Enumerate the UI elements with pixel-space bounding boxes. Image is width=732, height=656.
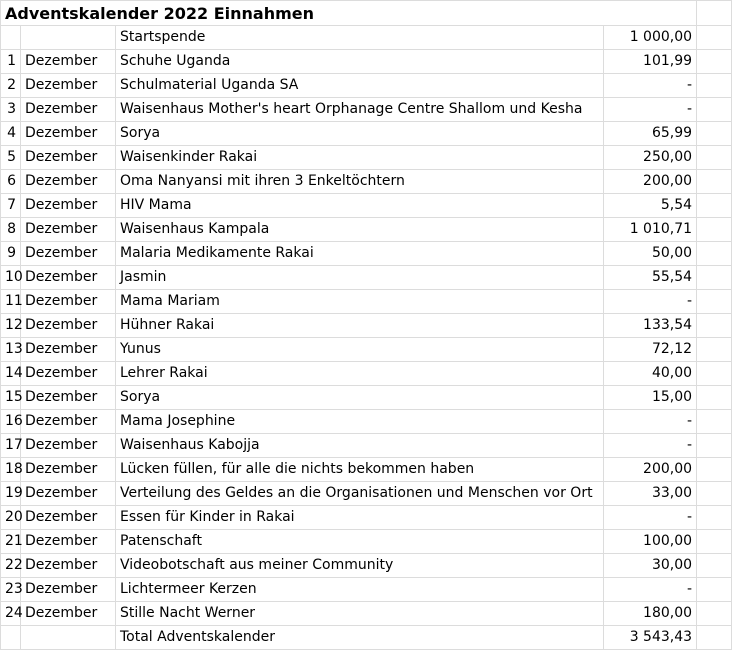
month-cell[interactable]: Dezember bbox=[21, 554, 116, 578]
cell[interactable] bbox=[697, 290, 732, 314]
month-cell[interactable]: Dezember bbox=[21, 218, 116, 242]
description-cell[interactable]: Lichtermeer Kerzen bbox=[116, 578, 604, 602]
table-row bbox=[1, 50, 732, 74]
amount-cell[interactable]: - bbox=[604, 578, 697, 602]
amount-cell[interactable]: - bbox=[604, 506, 697, 530]
cell[interactable] bbox=[697, 122, 732, 146]
description-cell[interactable]: Schuhe Uganda bbox=[116, 50, 604, 74]
month-cell[interactable]: Dezember bbox=[21, 602, 116, 626]
cell[interactable] bbox=[697, 314, 732, 338]
amount-cell[interactable]: 1 010,71 bbox=[604, 218, 697, 242]
amount-cell[interactable]: 180,00 bbox=[604, 602, 697, 626]
table-row bbox=[1, 314, 732, 338]
description-cell[interactable]: Jasmin bbox=[116, 266, 604, 290]
month-cell[interactable]: Dezember bbox=[21, 266, 116, 290]
amount-cell[interactable]: 30,00 bbox=[604, 554, 697, 578]
description-cell[interactable]: Stille Nacht Werner bbox=[116, 602, 604, 626]
start-label[interactable]: Startspende bbox=[116, 26, 604, 50]
amount-cell[interactable]: 100,00 bbox=[604, 530, 697, 554]
month-cell[interactable]: Dezember bbox=[21, 170, 116, 194]
day-cell[interactable]: 8 bbox=[1, 218, 21, 242]
day-cell[interactable]: 11 bbox=[1, 290, 21, 314]
table-row bbox=[1, 242, 732, 266]
cell[interactable] bbox=[697, 578, 732, 602]
cell[interactable] bbox=[697, 458, 732, 482]
start-amount[interactable]: 1 000,00 bbox=[604, 26, 697, 50]
description-cell[interactable]: Sorya bbox=[116, 386, 604, 410]
day-cell[interactable]: 19 bbox=[1, 482, 21, 506]
description-cell[interactable]: Waisenkinder Rakai bbox=[116, 146, 604, 170]
month-cell[interactable]: Dezember bbox=[21, 530, 116, 554]
amount-cell[interactable]: - bbox=[604, 410, 697, 434]
month-cell[interactable]: Dezember bbox=[21, 482, 116, 506]
month-cell[interactable]: Dezember bbox=[21, 194, 116, 218]
day-cell[interactable]: 7 bbox=[1, 194, 21, 218]
table-row bbox=[1, 410, 732, 434]
day-cell[interactable]: 18 bbox=[1, 458, 21, 482]
table-row bbox=[1, 482, 732, 506]
amount-cell[interactable]: 40,00 bbox=[604, 362, 697, 386]
day-cell[interactable]: 3 bbox=[1, 98, 21, 122]
cell[interactable] bbox=[1, 626, 21, 650]
amount-cell[interactable]: - bbox=[604, 434, 697, 458]
month-cell[interactable]: Dezember bbox=[21, 242, 116, 266]
cell[interactable] bbox=[697, 170, 732, 194]
cell[interactable] bbox=[697, 50, 732, 74]
amount-cell[interactable]: - bbox=[604, 74, 697, 98]
table-row bbox=[1, 602, 732, 626]
day-cell[interactable]: 12 bbox=[1, 314, 21, 338]
day-cell[interactable]: 10 bbox=[1, 266, 21, 290]
description-cell[interactable]: Sorya bbox=[116, 122, 604, 146]
day-cell[interactable]: 20 bbox=[1, 506, 21, 530]
month-cell[interactable]: Dezember bbox=[21, 578, 116, 602]
day-cell[interactable]: 17 bbox=[1, 434, 21, 458]
table-row bbox=[1, 506, 732, 530]
month-cell[interactable]: Dezember bbox=[21, 458, 116, 482]
month-cell[interactable]: Dezember bbox=[21, 290, 116, 314]
month-cell[interactable]: Dezember bbox=[21, 98, 116, 122]
amount-cell[interactable]: 200,00 bbox=[604, 170, 697, 194]
description-cell[interactable]: Malaria Medikamente Rakai bbox=[116, 242, 604, 266]
amount-cell[interactable]: - bbox=[604, 290, 697, 314]
cell[interactable] bbox=[697, 554, 732, 578]
description-cell[interactable]: Verteilung des Geldes an die Organisationen und Menschen vor Ort bbox=[116, 482, 604, 506]
cell[interactable] bbox=[697, 386, 732, 410]
cell[interactable] bbox=[697, 362, 732, 386]
month-cell[interactable]: Dezember bbox=[21, 314, 116, 338]
cell[interactable] bbox=[697, 26, 732, 50]
total-row bbox=[1, 626, 732, 650]
cell[interactable] bbox=[697, 602, 732, 626]
description-cell[interactable]: Videobotschaft aus meiner Community bbox=[116, 554, 604, 578]
month-cell[interactable]: Dezember bbox=[21, 386, 116, 410]
cell[interactable] bbox=[1, 26, 21, 50]
table-row bbox=[1, 362, 732, 386]
day-cell[interactable]: 23 bbox=[1, 578, 21, 602]
description-cell[interactable]: Waisenhaus Mother's heart Orphanage Centre Shallom und Kesha bbox=[116, 98, 604, 122]
table-row bbox=[1, 554, 732, 578]
description-cell[interactable]: Mama Josephine bbox=[116, 410, 604, 434]
cell[interactable] bbox=[697, 74, 732, 98]
total-label[interactable]: Total Adventskalender bbox=[116, 626, 604, 650]
amount-cell[interactable]: 250,00 bbox=[604, 146, 697, 170]
day-cell[interactable]: 16 bbox=[1, 410, 21, 434]
description-cell[interactable]: Mama Mariam bbox=[116, 290, 604, 314]
description-cell[interactable]: Waisenhaus Kabojja bbox=[116, 434, 604, 458]
cell[interactable] bbox=[697, 194, 732, 218]
month-cell[interactable]: Dezember bbox=[21, 122, 116, 146]
month-cell[interactable]: Dezember bbox=[21, 338, 116, 362]
table-row bbox=[1, 530, 732, 554]
description-cell[interactable]: Waisenhaus Kampala bbox=[116, 218, 604, 242]
cell[interactable] bbox=[697, 1, 732, 26]
title-row bbox=[1, 1, 732, 26]
amount-cell[interactable]: 65,99 bbox=[604, 122, 697, 146]
cell[interactable] bbox=[697, 218, 732, 242]
amount-cell[interactable]: 5,54 bbox=[604, 194, 697, 218]
cell[interactable] bbox=[697, 434, 732, 458]
cell[interactable] bbox=[697, 338, 732, 362]
cell[interactable] bbox=[697, 98, 732, 122]
amount-cell[interactable]: 133,54 bbox=[604, 314, 697, 338]
table-row bbox=[1, 434, 732, 458]
table-row bbox=[1, 194, 732, 218]
day-cell[interactable]: 1 bbox=[1, 50, 21, 74]
day-cell[interactable]: 14 bbox=[1, 362, 21, 386]
day-cell[interactable]: 4 bbox=[1, 122, 21, 146]
description-cell[interactable]: Schulmaterial Uganda SA bbox=[116, 74, 604, 98]
description-cell[interactable]: Patenschaft bbox=[116, 530, 604, 554]
day-cell[interactable]: 21 bbox=[1, 530, 21, 554]
day-cell[interactable]: 9 bbox=[1, 242, 21, 266]
table-row bbox=[1, 290, 732, 314]
table-row bbox=[1, 218, 732, 242]
cell[interactable] bbox=[697, 530, 732, 554]
description-cell[interactable]: Lehrer Rakai bbox=[116, 362, 604, 386]
cell[interactable] bbox=[697, 242, 732, 266]
cell[interactable] bbox=[697, 146, 732, 170]
sheet-title[interactable]: Adventskalender 2022 Einnahmen bbox=[1, 1, 604, 26]
month-cell[interactable]: Dezember bbox=[21, 362, 116, 386]
cell[interactable] bbox=[21, 26, 116, 50]
table-row bbox=[1, 266, 732, 290]
day-cell[interactable]: 15 bbox=[1, 386, 21, 410]
description-cell[interactable]: Lücken füllen, für alle die nichts bekommen haben bbox=[116, 458, 604, 482]
amount-cell[interactable]: 15,00 bbox=[604, 386, 697, 410]
amount-cell[interactable]: 33,00 bbox=[604, 482, 697, 506]
cell[interactable] bbox=[697, 266, 732, 290]
day-cell[interactable]: 2 bbox=[1, 74, 21, 98]
amount-cell[interactable]: 50,00 bbox=[604, 242, 697, 266]
cell[interactable] bbox=[697, 482, 732, 506]
month-cell[interactable]: Dezember bbox=[21, 50, 116, 74]
month-cell[interactable]: Dezember bbox=[21, 146, 116, 170]
amount-cell[interactable]: - bbox=[604, 98, 697, 122]
cell[interactable] bbox=[697, 410, 732, 434]
cell[interactable] bbox=[21, 626, 116, 650]
month-cell[interactable]: Dezember bbox=[21, 434, 116, 458]
amount-cell[interactable]: 72,12 bbox=[604, 338, 697, 362]
table-row bbox=[1, 578, 732, 602]
total-amount[interactable]: 3 543,43 bbox=[604, 626, 697, 650]
description-cell[interactable]: Essen für Kinder in Rakai bbox=[116, 506, 604, 530]
table-row bbox=[1, 170, 732, 194]
amount-cell[interactable]: 101,99 bbox=[604, 50, 697, 74]
table-row bbox=[1, 458, 732, 482]
day-cell[interactable]: 24 bbox=[1, 602, 21, 626]
cell[interactable] bbox=[604, 1, 697, 26]
table-row bbox=[1, 74, 732, 98]
day-cell[interactable]: 5 bbox=[1, 146, 21, 170]
amount-cell[interactable]: 55,54 bbox=[604, 266, 697, 290]
day-cell[interactable]: 13 bbox=[1, 338, 21, 362]
table-row bbox=[1, 338, 732, 362]
cell[interactable] bbox=[697, 626, 732, 650]
description-cell[interactable]: HIV Mama bbox=[116, 194, 604, 218]
description-cell[interactable]: Yunus bbox=[116, 338, 604, 362]
month-cell[interactable]: Dezember bbox=[21, 410, 116, 434]
table-row bbox=[1, 386, 732, 410]
month-cell[interactable]: Dezember bbox=[21, 506, 116, 530]
table-row bbox=[1, 122, 732, 146]
day-cell[interactable]: 22 bbox=[1, 554, 21, 578]
cell[interactable] bbox=[697, 506, 732, 530]
month-cell[interactable]: Dezember bbox=[21, 74, 116, 98]
table-row bbox=[1, 98, 732, 122]
day-cell[interactable]: 6 bbox=[1, 170, 21, 194]
start-row bbox=[1, 26, 732, 50]
amount-cell[interactable]: 200,00 bbox=[604, 458, 697, 482]
table-row bbox=[1, 146, 732, 170]
description-cell[interactable]: Oma Nanyansi mit ihren 3 Enkeltöchtern bbox=[116, 170, 604, 194]
description-cell[interactable]: Hühner Rakai bbox=[116, 314, 604, 338]
